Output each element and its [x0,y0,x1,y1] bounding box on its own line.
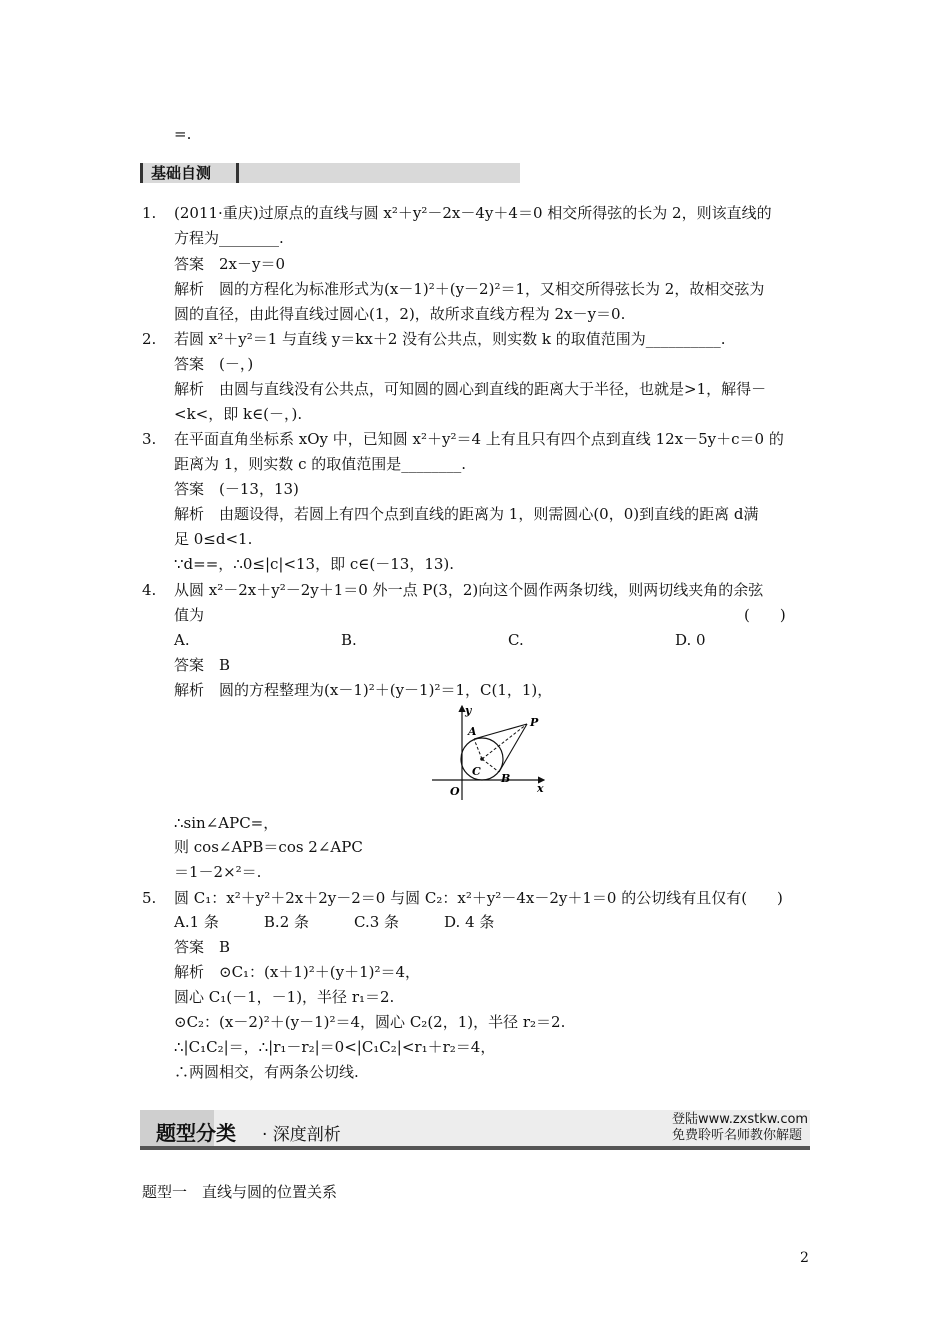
question-text: (2011·重庆)过原点的直线与圆 x²＋y²－2x－4y＋4＝0 相交所得弦的长为 2，则该直线的 [174,204,772,222]
analysis: ∴sin∠APC=， [174,814,279,832]
analysis: 解析 圆的方程化为标准形式为(x－1)²＋(y－2)²＝1，又相交所得弦长为 2，故相交弦为 [174,280,765,298]
question-text: 值为 [174,606,205,624]
question-number: 1. [142,204,157,222]
label-x: x [537,782,544,795]
question-number: 3. [142,430,157,448]
answer: 答案 2x－y＝0 [174,255,286,273]
banner-website: 登陆www.zxstkw.com [672,1112,809,1127]
option-d: D. 0 [675,631,706,649]
segment-cb [482,759,499,772]
banner-slogan: 免费聆听名师教你解题 [672,1128,803,1143]
page-number: 2 [800,1250,809,1266]
analysis: 解析 圆的方程整理为(x－1)²＋(y－1)²＝1，C(1，1)， [174,681,553,699]
option-c: C. [508,631,524,649]
answer-bracket: ( ) [744,606,786,624]
segment-ca [474,739,482,759]
label-a: A [468,725,477,738]
analysis: ∴两圆相交，有两条公切线. [174,1063,359,1081]
analysis: 则 cos∠APB＝cos 2∠APC [174,838,363,856]
answer: 答案 B [174,656,231,674]
analysis: ∵d==，∴0≤|c|<13，即 c∈(－13，13). [174,555,455,573]
analysis: ⊙C₂：(x－2)²＋(y－1)²＝4，圆心 C₂(2，1)，半径 r₂＝2. [174,1013,566,1031]
banner-underline [140,1146,810,1150]
banner-subtitle: · 深度剖析 [262,1125,341,1145]
analysis: 解析 ⊙C₁：(x＋1)²＋(y＋1)²＝4， [174,963,421,981]
center-point [480,757,484,761]
section-title: 基础自测 [151,164,212,182]
question-text: 方程为________. [174,229,284,247]
question-text: 从圆 x²－2x＋y²－2y＋1＝0 外一点 P(3，2)向这个圆作两条切线，则两切线夹角的余弦 [174,581,764,599]
answer: 答案 (－，) [174,355,254,373]
option-a: A. [174,631,190,649]
segment-cp [482,724,527,759]
question-text: 距离为 1，则实数 c 的取值范围是________. [174,455,467,473]
banner-title: 题型分类 [156,1121,236,1145]
analysis: <k<，即 k∈(－，). [174,405,303,423]
label-y: y [465,704,472,717]
section-marker-right [236,163,239,183]
question-number: 5. [142,889,157,907]
topic-heading: 题型一 直线与圆的位置关系 [142,1183,338,1201]
option-b: B. [341,631,357,649]
question-text: 若圆 x²＋y²＝1 与直线 y＝kx＋2 没有公共点，则实数 k 的取值范围为__________. [174,330,726,348]
tangent-circle-figure [430,702,555,802]
question-text: 圆 C₁：x²＋y²＋2x＋2y－2＝0 与圆 C₂：x²＋y²－4x－2y＋1＝0 的公切线有且仅有( ) [174,889,783,907]
answer: 答案 B [174,938,231,956]
analysis: 解析 由题设得，若圆上有四个点到直线的距离为 1，则需圆心(0，0)到直线的距离 d满 [174,505,759,523]
analysis: ∴|C₁C₂|＝，∴|r₁－r₂|＝0<|C₁C₂|<r₁＋r₂＝4， [174,1038,496,1056]
question-number: 2. [142,330,157,348]
analysis: 圆的直径，由此得直线过圆心(1，2)，故所求直线方程为 2x－y＝0. [174,305,626,323]
analysis: 足 0≤d<1. [174,530,253,548]
answer: 答案 (－13，13) [174,480,299,498]
analysis: 解析 由圆与直线没有公共点，可知圆的圆心到直线的距离大于半径，也就是>1，解得－ [174,380,767,398]
question-number: 4. [142,581,157,599]
analysis: 圆心 C₁(－1，－1)，半径 r₁＝2. [174,988,395,1006]
formula-tail: =. [174,125,192,143]
analysis: ＝1－2×²＝. [174,863,262,881]
label-p: P [530,716,539,729]
options: A.1 条 B.2 条 C.3 条 D. 4 条 [174,913,495,931]
label-b: B [501,772,511,785]
label-c: C [472,765,481,778]
label-o: O [450,785,460,798]
section-marker-left [140,163,143,183]
question-text: 在平面直角坐标系 xOy 中，已知圆 x²＋y²＝4 上有且只有四个点到直线 12x－5y＋c＝0 的 [174,430,784,448]
